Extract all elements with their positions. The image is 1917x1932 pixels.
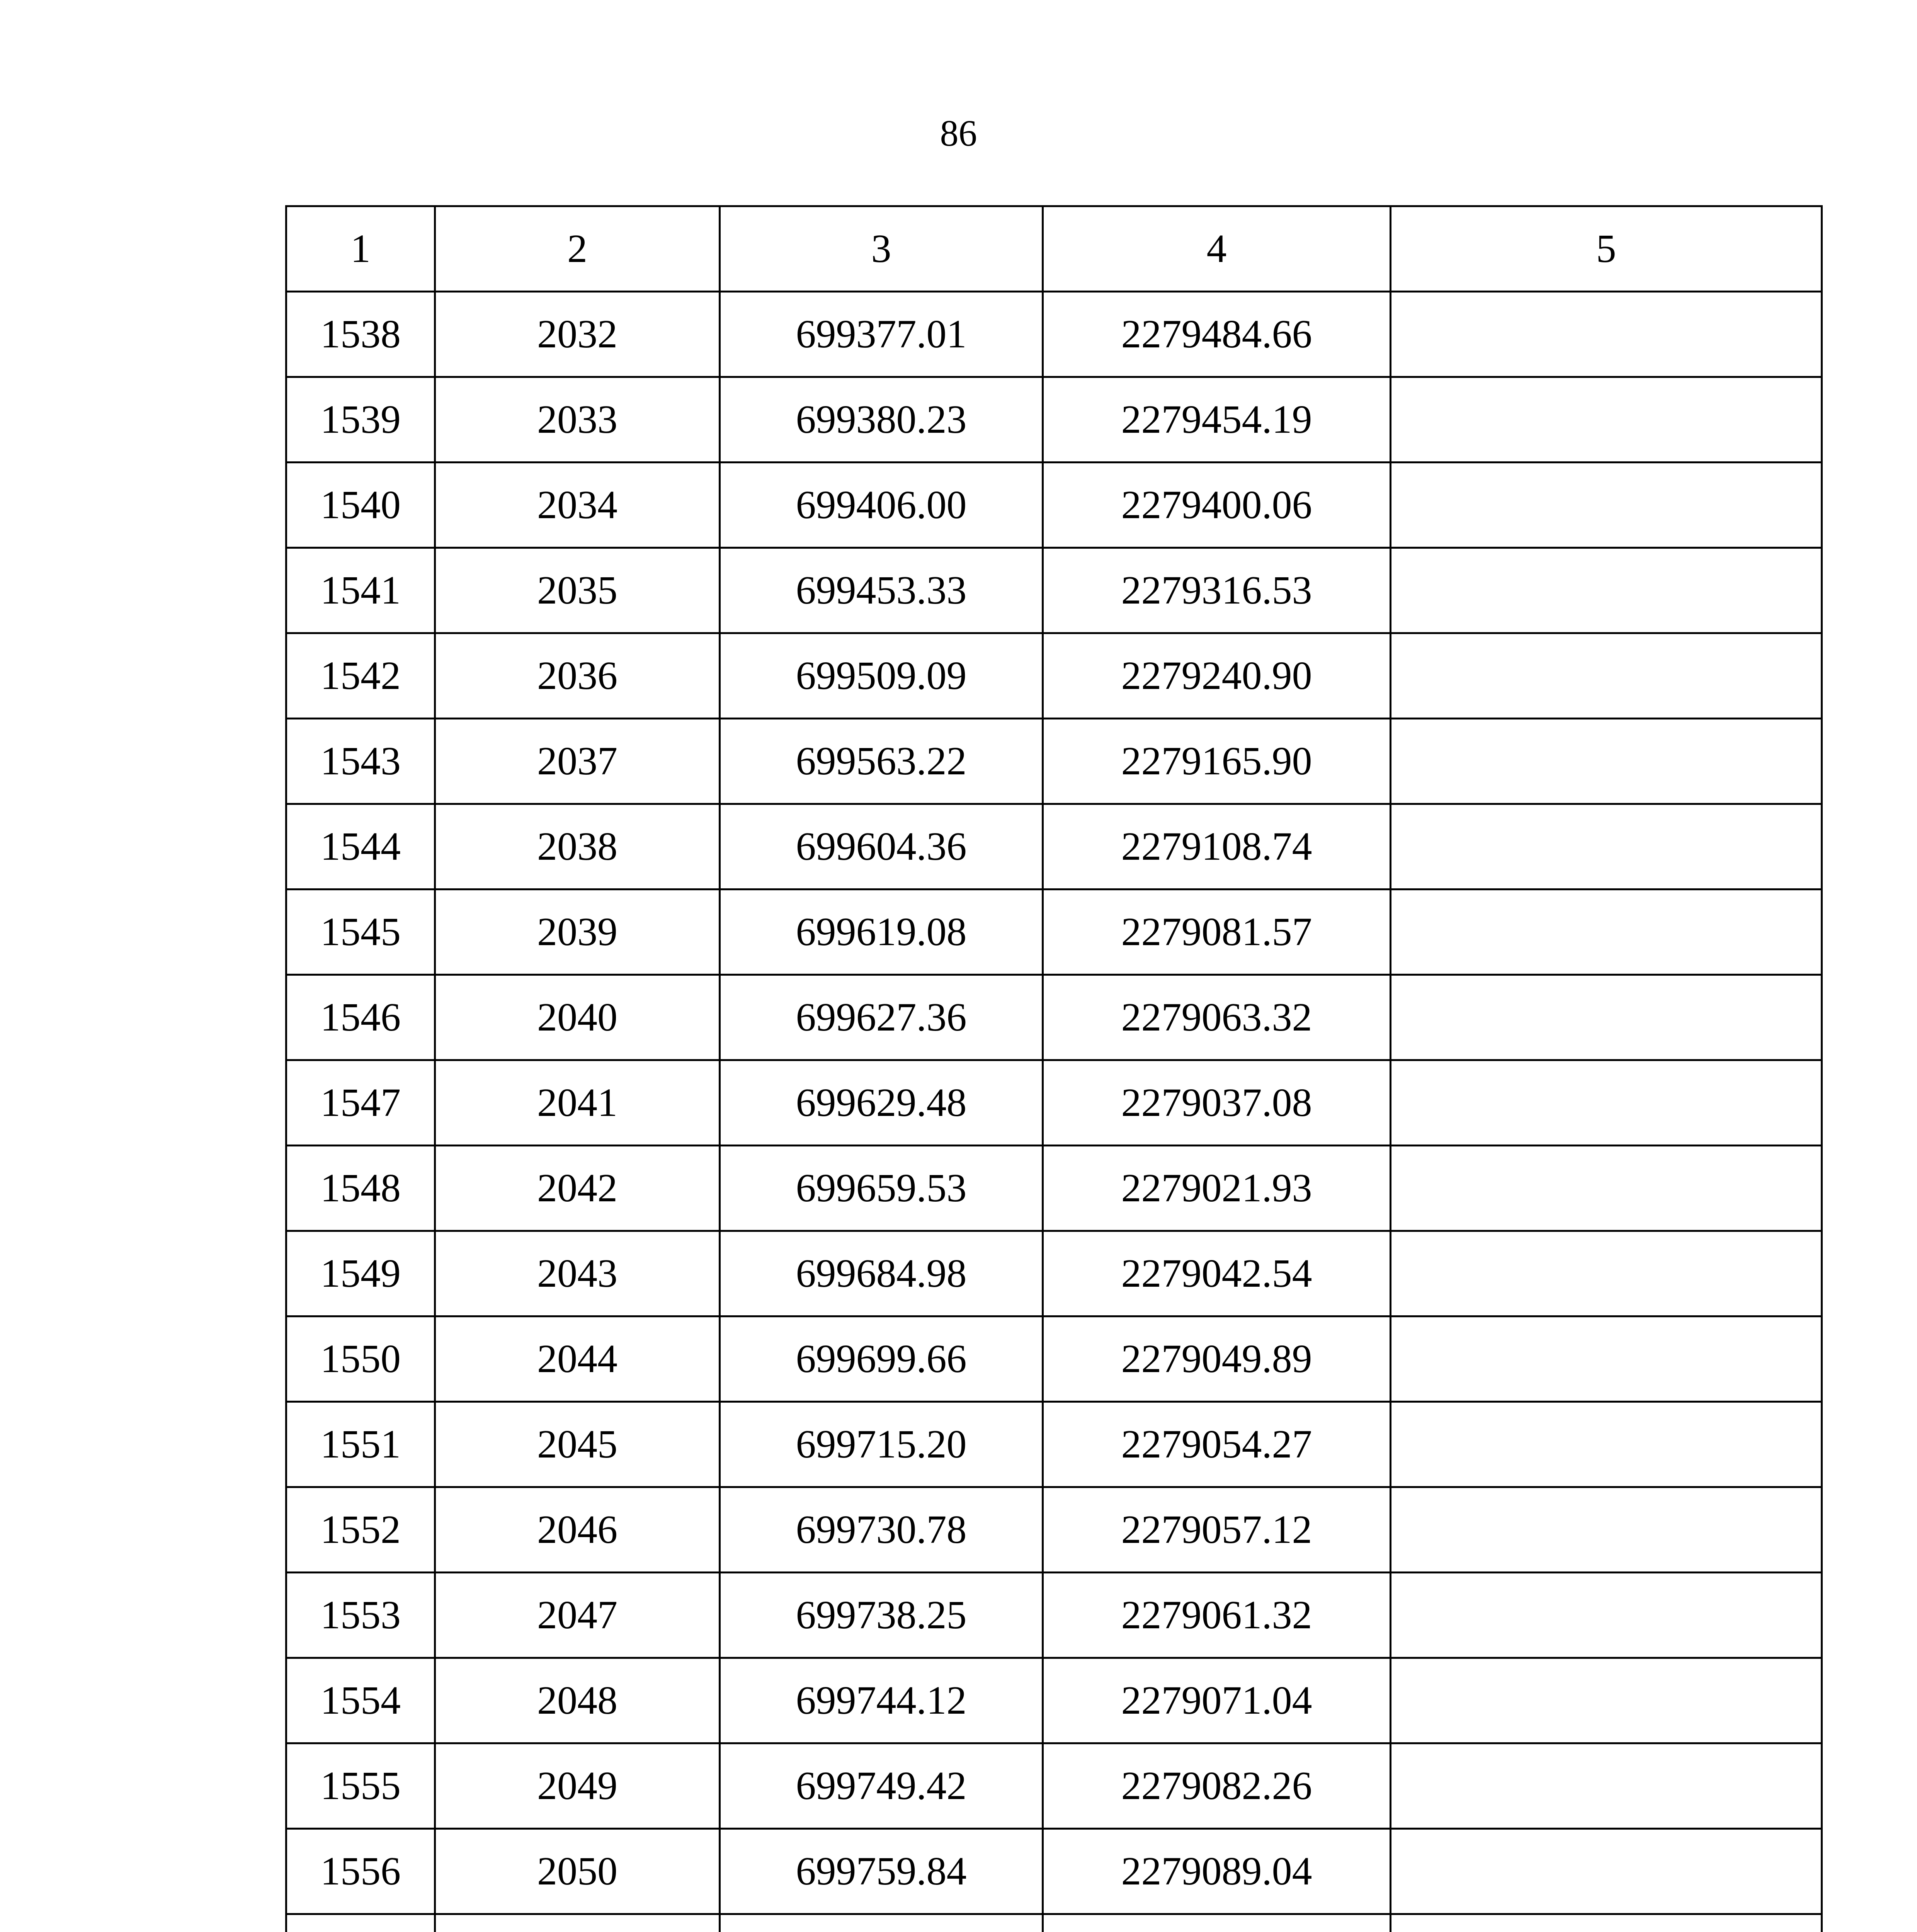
table-row <box>286 1146 1822 1231</box>
header-cell-3: 3 <box>720 206 1043 292</box>
table-cell-col-2: 2041 <box>435 1060 720 1146</box>
table-cell-col-3: 699684.98 <box>720 1231 1043 1316</box>
table-cell-col-4: 2279081.57 <box>1043 889 1391 975</box>
table-cell-col-1: 1543 <box>286 719 435 804</box>
table-cell-col-4: 2279071.04 <box>1043 1658 1391 1743</box>
table-cell-col-4 <box>1043 1914 1391 1932</box>
table-cell-col-2: 2047 <box>435 1573 720 1658</box>
table-cell-col-3: 699509.09 <box>720 633 1043 719</box>
table-cell-col-5 <box>1391 292 1822 377</box>
table-cell-col-5 <box>1391 889 1822 975</box>
table-row <box>286 1487 1822 1573</box>
table-row <box>286 1231 1822 1316</box>
table-cell-col-5 <box>1391 548 1822 633</box>
table-cell-col-5 <box>1391 1743 1822 1829</box>
table-cell-col-3: 699619.08 <box>720 889 1043 975</box>
table-cell-col-4: 2279400.06 <box>1043 463 1391 548</box>
table-row <box>286 1743 1822 1829</box>
table-cell-col-4: 2279061.32 <box>1043 1573 1391 1658</box>
table-row <box>286 804 1822 889</box>
table-cell-col-1: 1547 <box>286 1060 435 1146</box>
table-row <box>286 292 1822 377</box>
table-cell-col-5 <box>1391 1060 1822 1146</box>
table-cell-col-1: 1540 <box>286 463 435 548</box>
table-cell-col-5 <box>1391 1316 1822 1402</box>
table-cell-col-4: 2279089.04 <box>1043 1829 1391 1914</box>
table-cell-col-5 <box>1391 1146 1822 1231</box>
table-cell-col-4: 2279021.93 <box>1043 1146 1391 1231</box>
table-cell-col-1: 1546 <box>286 975 435 1060</box>
table-cell-col-1: 1551 <box>286 1402 435 1487</box>
table-cell-col-2: 2032 <box>435 292 720 377</box>
table-cell-col-2: 2048 <box>435 1658 720 1743</box>
table-cell-col-2: 2044 <box>435 1316 720 1402</box>
table-row <box>286 1914 1822 1932</box>
table-cell-col-4: 2279316.53 <box>1043 548 1391 633</box>
table-cell-col-5 <box>1391 1231 1822 1316</box>
table-cell-col-5 <box>1391 975 1822 1060</box>
table-cell-col-2: 2040 <box>435 975 720 1060</box>
table-cell-col-1: 1552 <box>286 1487 435 1573</box>
table-cell-col-4: 2279454.19 <box>1043 377 1391 463</box>
table-cell-col-2: 2046 <box>435 1487 720 1573</box>
table-cell-col-5 <box>1391 1658 1822 1743</box>
table-cell-col-4: 2279063.32 <box>1043 975 1391 1060</box>
table-cell-col-5 <box>1391 377 1822 463</box>
table-cell-col-1: 1554 <box>286 1658 435 1743</box>
table-cell-col-5 <box>1391 1829 1822 1914</box>
table-cell-col-4: 2279042.54 <box>1043 1231 1391 1316</box>
table-cell-col-3: 699699.66 <box>720 1316 1043 1402</box>
table-cell-col-1: 1553 <box>286 1573 435 1658</box>
table-cell-col-5 <box>1391 463 1822 548</box>
table-cell-col-2: 2045 <box>435 1402 720 1487</box>
table-header-row <box>286 206 1822 292</box>
table-cell-col-5 <box>1391 1487 1822 1573</box>
table-cell-col-1: 1556 <box>286 1829 435 1914</box>
table-cell-col-5 <box>1391 633 1822 719</box>
table-cell-col-2: 2037 <box>435 719 720 804</box>
table-row <box>286 719 1822 804</box>
table-cell-col-2: 2049 <box>435 1743 720 1829</box>
table-cell-col-4: 2279108.74 <box>1043 804 1391 889</box>
table-cell-col-2: 2039 <box>435 889 720 975</box>
table-row <box>286 1316 1822 1402</box>
table-cell-col-3: 699627.36 <box>720 975 1043 1060</box>
table-cell-col-1 <box>286 1914 435 1932</box>
table-cell-col-1: 1550 <box>286 1316 435 1402</box>
table-cell-col-4: 2279037.08 <box>1043 1060 1391 1146</box>
table-cell-col-1: 1544 <box>286 804 435 889</box>
table-cell-col-1: 1538 <box>286 292 435 377</box>
table-cell-col-5 <box>1391 1914 1822 1932</box>
table-cell-col-3: 699730.78 <box>720 1487 1043 1573</box>
header-cell-4: 4 <box>1043 206 1391 292</box>
table-cell-col-3: 699715.20 <box>720 1402 1043 1487</box>
coordinates-table <box>285 205 1823 1932</box>
table-cell-col-3: 699659.53 <box>720 1146 1043 1231</box>
table-cell-col-5 <box>1391 719 1822 804</box>
table-row <box>286 377 1822 463</box>
table-cell-col-3: 699563.22 <box>720 719 1043 804</box>
table-cell-col-3: 699453.33 <box>720 548 1043 633</box>
table-cell-col-4: 2279049.89 <box>1043 1316 1391 1402</box>
table-cell-col-3: 699759.84 <box>720 1829 1043 1914</box>
table-body <box>286 206 1822 1932</box>
table-cell-col-2: 2050 <box>435 1829 720 1914</box>
table-cell-col-1: 1542 <box>286 633 435 719</box>
table-cell-col-1: 1545 <box>286 889 435 975</box>
table-row <box>286 1658 1822 1743</box>
table-row <box>286 548 1822 633</box>
table-cell-col-3: 699629.48 <box>720 1060 1043 1146</box>
table-cell-col-3: 699744.12 <box>720 1658 1043 1743</box>
table-cell-col-2: 2035 <box>435 548 720 633</box>
header-cell-2: 2 <box>435 206 720 292</box>
table-cell-col-3: 699406.00 <box>720 463 1043 548</box>
table-cell-col-1: 1549 <box>286 1231 435 1316</box>
table-cell-col-2: 2038 <box>435 804 720 889</box>
table-cell-col-5 <box>1391 1573 1822 1658</box>
table-row <box>286 889 1822 975</box>
table-cell-col-4: 2279082.26 <box>1043 1743 1391 1829</box>
table-row <box>286 1829 1822 1914</box>
table-cell-col-3: 699377.01 <box>720 292 1043 377</box>
table-cell-col-2: 2043 <box>435 1231 720 1316</box>
table-cell-col-3: 699380.23 <box>720 377 1043 463</box>
table-cell-col-5 <box>1391 804 1822 889</box>
header-cell-5: 5 <box>1391 206 1822 292</box>
table-cell-col-4: 2279057.12 <box>1043 1487 1391 1573</box>
table-cell-col-3: 699604.36 <box>720 804 1043 889</box>
table-row <box>286 463 1822 548</box>
table-cell-col-1: 1541 <box>286 548 435 633</box>
table-cell-col-4: 2279054.27 <box>1043 1402 1391 1487</box>
table-row <box>286 1402 1822 1487</box>
table-cell-col-3 <box>720 1914 1043 1932</box>
table-row <box>286 633 1822 719</box>
table-cell-col-2: 2034 <box>435 463 720 548</box>
table-cell-col-2: 2033 <box>435 377 720 463</box>
table-row <box>286 1573 1822 1658</box>
table-cell-col-4: 2279484.66 <box>1043 292 1391 377</box>
table-cell-col-3: 699749.42 <box>720 1743 1043 1829</box>
header-cell-1: 1 <box>286 206 435 292</box>
table-cell-col-2: 2042 <box>435 1146 720 1231</box>
table-cell-col-5 <box>1391 1402 1822 1487</box>
table-cell-col-3: 699738.25 <box>720 1573 1043 1658</box>
table-cell-col-2 <box>435 1914 720 1932</box>
table-cell-col-1: 1539 <box>286 377 435 463</box>
table-cell-col-1: 1555 <box>286 1743 435 1829</box>
table-row <box>286 975 1822 1060</box>
table-cell-col-1: 1548 <box>286 1146 435 1231</box>
table-cell-col-4: 2279165.90 <box>1043 719 1391 804</box>
table-cell-col-2: 2036 <box>435 633 720 719</box>
table-cell-col-4: 2279240.90 <box>1043 633 1391 719</box>
table-row <box>286 1060 1822 1146</box>
page-number: 86 <box>940 112 977 154</box>
